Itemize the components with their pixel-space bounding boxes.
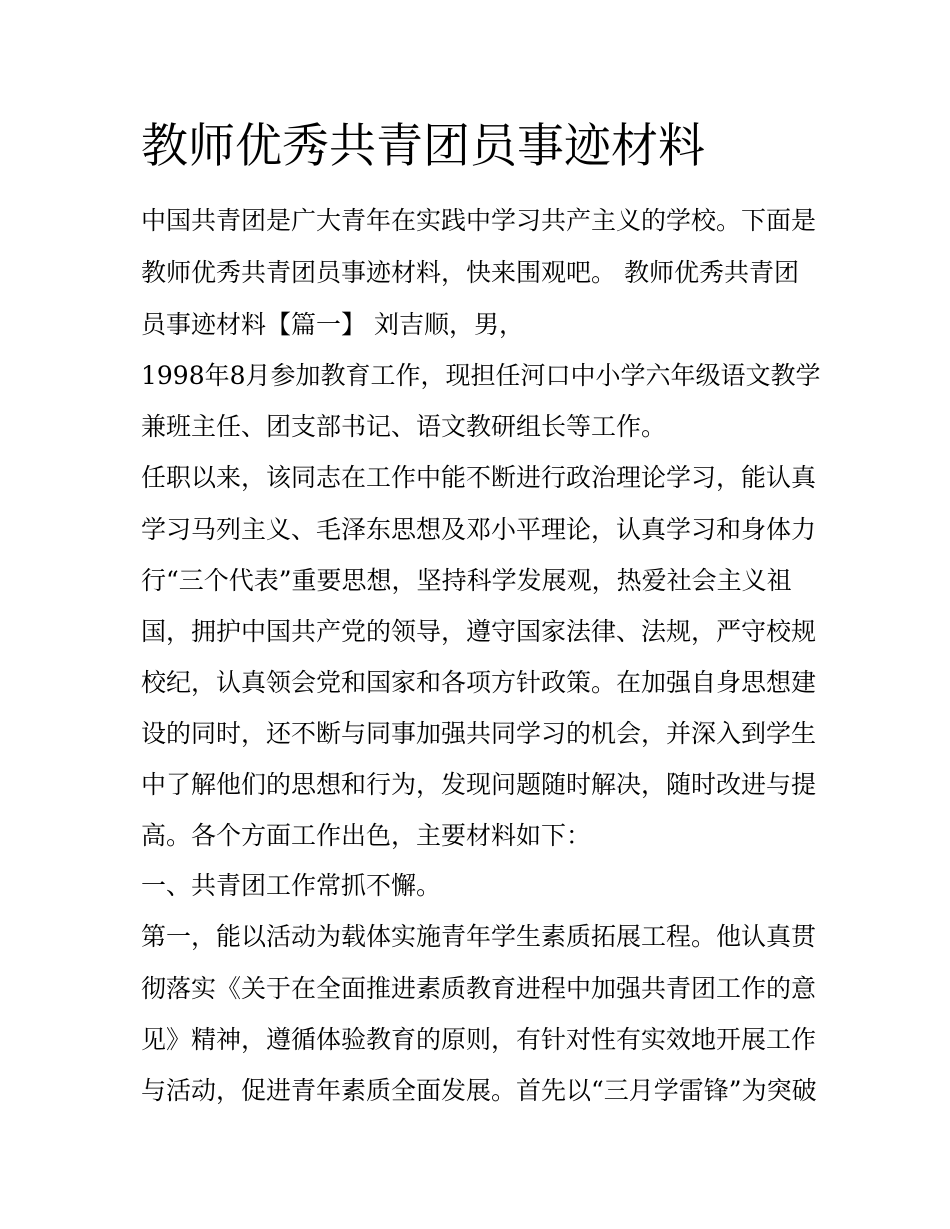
body-line: 与活动，促进青年素质全面发展。首先以“三月学雷锋”为突破 — [141, 1076, 817, 1105]
body-line: 兼班主任、团支部书记、语文教研组长等工作。 — [141, 412, 667, 441]
body-line: 第一，能以活动为载体实施青年学生素质拓展工程。他认真贯 — [141, 922, 817, 951]
document-title: 教师优秀共青团员事迹材料 — [141, 119, 705, 174]
body-line: 高。各个方面工作出色，主要材料如下： — [141, 821, 592, 850]
section-heading: 一、共青团工作常抓不懈。 — [141, 871, 442, 900]
body-line: 中国共青团是广大青年在实践中学习共产主义的学校。下面是 — [141, 206, 817, 235]
body-line: 1998年8月参加教育工作，现担任河口中小学六年级语文教学 — [141, 361, 821, 390]
body-line: 任职以来，该同志在工作中能不断进行政治理论学习，能认真 — [141, 463, 817, 492]
body-line: 彻落实《关于在全面推进素质教育进程中加强共青团工作的意 — [141, 974, 817, 1003]
body-line: 学习马列主义、毛泽东思想及邓小平理论，认真学习和身体力 — [141, 515, 817, 544]
body-line: 国，拥护中国共产党的领导，遵守国家法律、法规，严守校规 — [141, 617, 817, 646]
body-line: 行“三个代表”重要思想，坚持科学发展观，热爱社会主义祖 — [141, 566, 792, 595]
body-line: 校纪，认真领会党和国家和各项方针政策。在加强自身思想建 — [141, 668, 817, 697]
body-line: 中了解他们的思想和行为，发现问题随时解决，随时改进与提 — [141, 770, 817, 799]
body-line: 设的同时，还不断与同事加强共同学习的机会，并深入到学生 — [141, 719, 817, 748]
body-line: 教师优秀共青团员事迹材料，快来围观吧。 教师优秀共青团 — [141, 258, 799, 287]
body-line: 员事迹材料【篇一】 刘吉顺，男， — [141, 310, 524, 339]
body-line: 见》精神，遵循体验教育的原则，有针对性有实效地开展工作 — [141, 1025, 817, 1054]
